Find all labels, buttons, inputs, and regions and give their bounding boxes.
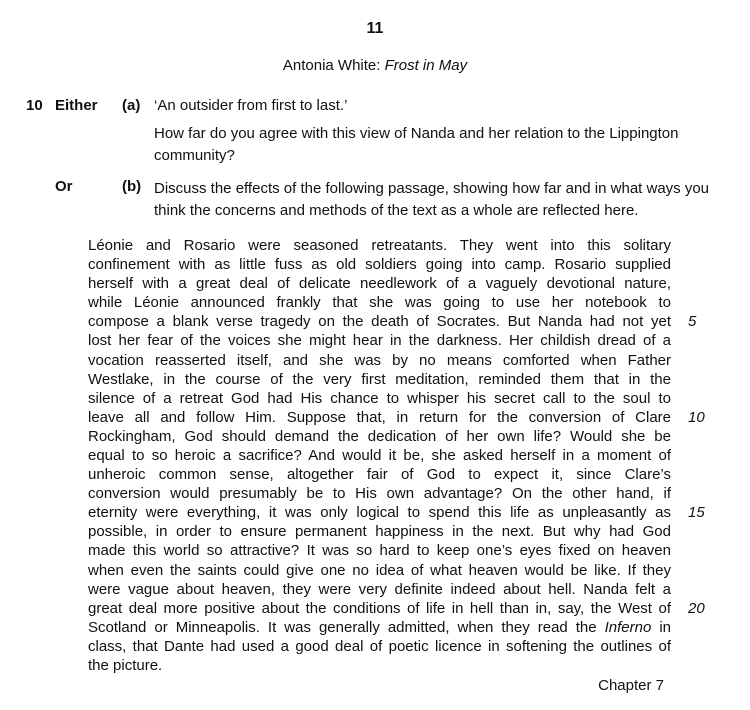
line-number: 15: [688, 504, 705, 522]
passage-line: confinement with as little fuss as old soldiers going into camp. Rosario supplied: [88, 256, 671, 274]
passage-line: herself with a great deal of delicate needlework of a vaguely devotional nature,: [88, 275, 671, 293]
part-b-instruction-line: Discuss the effects of the following passage, showing how far and in what ways you: [154, 180, 710, 197]
passage-line: possible, in order to ensure permanent happiness in the next. But why had God: [88, 523, 671, 541]
passage-line: lost her fear of the voices she might hear in the darkness. Her childish dread of a: [88, 332, 671, 350]
heading-title: Frost in May: [384, 57, 468, 74]
heading-author: Antonia White:: [282, 57, 385, 74]
passage-line: conversion would presumably be to His own advantage? On the other hand, if: [88, 485, 671, 503]
passage-line: unheroic common sense, altogether fair of God to expect it, since Clare’s: [88, 466, 671, 484]
line-number: 5: [688, 313, 697, 331]
passage-line-text: Scotland or Minneapolis. It was generally admitted, when they read the: [88, 618, 605, 636]
either-label: Either: [55, 97, 98, 114]
passage-line: Westlake, in the course of the very first meditation, reminded them that in the: [88, 370, 671, 388]
passage-line-text: in: [651, 618, 671, 636]
passage-line: Rockingham, God should demand the dedication of her own life? Would she be: [88, 427, 671, 445]
part-a-prompt-line: community?: [154, 147, 235, 164]
or-label: Or: [55, 178, 73, 195]
passage-line: Léonie and Rosario were seasoned retreatants. They went into this solitary: [88, 237, 671, 254]
passage-line: leave all and follow Him. Suppose that, in return for the conversion of Clare: [88, 408, 671, 426]
part-a-label: (a): [122, 97, 141, 114]
text-heading: [0, 57, 750, 74]
page-number: 11: [366, 20, 384, 37]
passage-line: when even the saints could give one no idea of what heaven would be like. If they: [88, 561, 671, 579]
passage-line: vocation reasserted itself, and she was by no means comforted when Father: [88, 351, 671, 369]
part-a-prompt-line: How far do you agree with this view of Nanda and her relation to the Lippington: [154, 125, 679, 142]
passage-italic-title: Inferno: [604, 618, 652, 636]
part-a-quote: ‘An outsider from first to last.’: [154, 97, 348, 114]
passage-line: great deal more positive about the conditions of life in hell than in, say, the West of: [88, 599, 671, 617]
passage-line: equal to so heroic a sacrifice? And would it be, she asked herself in a moment of: [88, 447, 671, 464]
passage-line: [88, 617, 671, 638]
part-b-instruction-line: think the concerns and methods of the text as a whole are reflected here.: [154, 202, 639, 219]
passage-line: while Léonie announced frankly that she was going to use her notebook to: [88, 294, 671, 312]
line-number: 10: [688, 408, 705, 426]
part-b-instructions: [154, 178, 709, 222]
line-number: 20: [688, 599, 705, 617]
source-reference: Chapter 7: [598, 677, 664, 694]
passage-line: class, that Dante had used a good deal of poetic licence in softening the outlines of: [88, 637, 671, 655]
question-number: 10: [26, 97, 43, 114]
passage-line: compose a blank verse tragedy on the death of Socrates. But Nanda had not yet: [88, 313, 671, 331]
passage-line: were vague about heaven, they were very definite indeed about hell. Nanda felt a: [88, 580, 671, 598]
passage-line: silence of a retreat God had His chance to whisper his secret call to the soul to: [88, 389, 671, 407]
part-a-prompt: [154, 123, 679, 167]
passage-line: made this world so attractive? It was so hard to keep one’s eyes fixed on heaven: [88, 542, 671, 560]
passage-line: the picture.: [88, 657, 163, 674]
part-b-label: (b): [122, 178, 142, 195]
passage-line: eternity were everything, it was only logical to spend this life as unpleasantly as: [88, 504, 671, 522]
